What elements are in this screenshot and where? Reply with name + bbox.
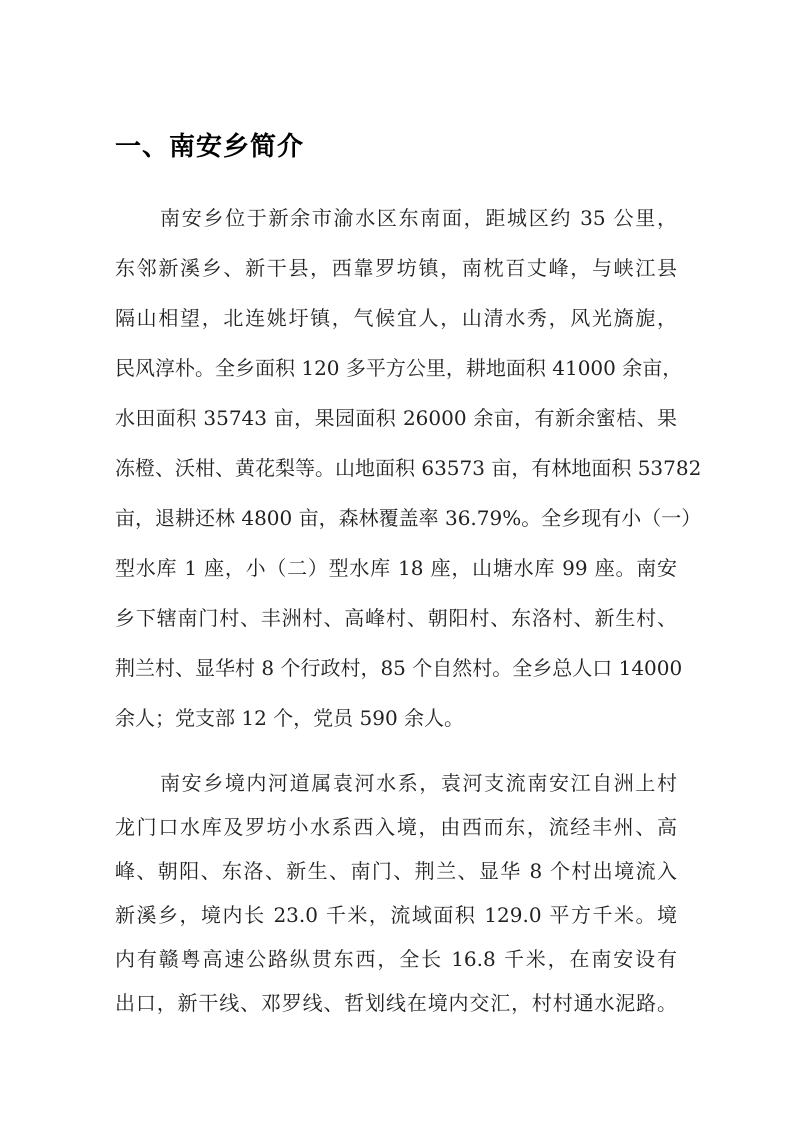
text-line: 峰、朝阳、东洛、新生、南门、荆兰、显华 8 个村出境流入 — [115, 859, 677, 883]
text-line: 型水库 1 座，小（二）型水库 18 座，山塘水库 99 座。南安 — [115, 556, 677, 580]
text-line: 出口，新干线、邓罗线、哲划线在境内交汇，村村通水泥路。 — [115, 991, 677, 1015]
text-line: 新溪乡，境内长 23.0 千米，流域面积 129.0 平方千米。境 — [115, 903, 677, 927]
text-line: 龙门口水库及罗坊小水系西入境，由西而东，流经丰州、高 — [115, 815, 677, 839]
text-line: 民风淳朴。全乡面积 120 多平方公里，耕地面积 41000 余亩， — [115, 356, 683, 380]
text-line: 荆兰村、显华村 8 个行政村，85 个自然村。全乡总人口 14000 — [115, 656, 683, 680]
text-line: 余人；党支部 12 个，党员 590 余人。 — [115, 706, 465, 730]
text-line: 南安乡境内河道属袁河水系，袁河支流南安江自洲上村 — [160, 771, 677, 795]
text-line: 水田面积 35743 亩，果园面积 26000 余亩，有新余蜜桔、果 — [115, 406, 677, 430]
text-line: 内有赣粤高速公路纵贯东西，全长 16.8 千米，在南安设有 — [115, 947, 677, 971]
text-line: 隔山相望，北连姚圩镇，气候宜人，山清水秀，风光旖旎， — [115, 306, 677, 330]
text-line: 南安乡位于新余市渝水区东南面，距城区约 35 公里， — [160, 206, 677, 230]
document-title: 一、南安乡简介 — [115, 132, 305, 162]
text-line: 东邻新溪乡、新干县，西靠罗坊镇，南枕百丈峰，与峡江县 — [115, 256, 677, 280]
text-line: 亩，退耕还林 4800 亩，森林覆盖率 36.79%。全乡现有小（一） — [115, 506, 702, 530]
text-line: 冻橙、沃柑、黄花梨等。山地面积 63573 亩，有林地面积 53782 — [115, 456, 702, 480]
paragraph-1 — [115, 193, 702, 743]
paragraph-2 — [115, 761, 677, 1025]
text-line: 乡下辖南门村、丰洲村、高峰村、朝阳村、东洛村、新生村、 — [115, 606, 677, 630]
